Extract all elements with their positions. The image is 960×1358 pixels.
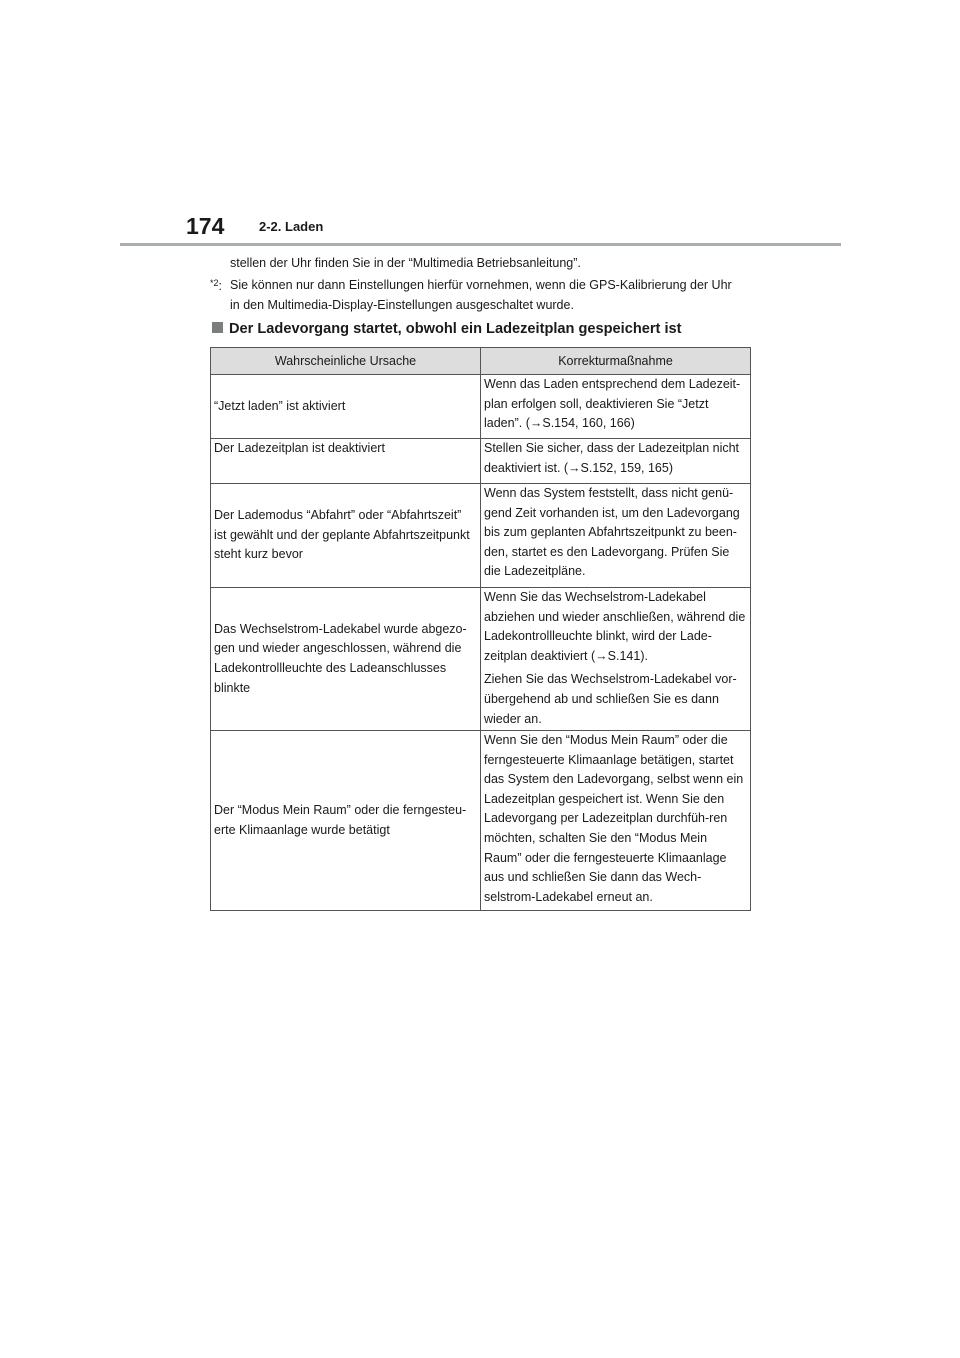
section-label: 2-2. Laden	[259, 219, 324, 234]
fix-text: Ziehen Sie das Wechselstrom-Ladekabel vor-übergehend ab und schließen Sie es dann wieder an.	[484, 672, 737, 726]
fix-text: Stellen Sie sicher, dass der Ladezeitplan nicht deaktiviert ist. (→S.152, 159, 165)	[484, 441, 740, 475]
fix-text: Wenn Sie den “Modus Mein Raum” oder die ferngesteuerte Klimaanlage betätigen, startet das System den Ladevorgang, selbst wenn ein Ladezeitplan gespeichert ist. Wenn Sie den Ladevorgang per Ladezeitplan durchfüh-ren möchten, schalten Sie den “Modus Mein Raum” oder die ferngesteuerte Klimaanlage aus und schließen Sie dann das Wech-selstrom-Ladekabel erneut an.	[484, 733, 744, 904]
fix-cell	[481, 731, 751, 911]
header-divider	[120, 243, 841, 246]
cause-cell: Das Wechselstrom-Ladekabel wurde abgezo-gen und wieder angeschlossen, während die Ladekontrollleuchte des Ladeanschlusses blinkte	[211, 588, 481, 731]
cause-cell: Der “Modus Mein Raum” oder die ferngesteu-erte Klimaanlage wurde betätigt	[211, 731, 481, 911]
footnote-2-colon: :	[218, 279, 222, 293]
footnote-2-marker	[210, 278, 222, 293]
page-number: 174	[186, 213, 225, 239]
fix-text: Wenn das Laden entsprechend dem Ladezeit-plan erfolgen soll, deaktivieren Sie “Jetzt laden”. (→S.154, 160, 166)	[484, 377, 741, 431]
table-row	[211, 588, 751, 731]
footnote-2-line-2: in den Multimedia-Display-Einstellungen ausgeschaltet wurde.	[230, 298, 574, 312]
column-header-cause: Wahrscheinliche Ursache	[211, 348, 481, 375]
footnote-continuation: stellen der Uhr finden Sie in der “Multimedia Betriebsanleitung”.	[230, 256, 581, 270]
table-row	[211, 439, 751, 484]
heading-square-bullet	[212, 322, 223, 333]
fix-text: Wenn das System feststellt, dass nicht genü-gend Zeit vorhanden ist, um den Ladevorgang bis zum geplanten Abfahrtszeitpunkt zu been-den, startet es den Ladevorgang. Prüfen Sie die Ladezeitpläne.	[484, 486, 740, 579]
footnote-2-number: *2	[210, 278, 219, 288]
fix-cell	[481, 375, 751, 439]
table-header-row	[211, 348, 751, 375]
troubleshooting-table	[210, 347, 751, 911]
table-row	[211, 731, 751, 911]
section-heading-text: Der Ladevorgang startet, obwohl ein Ladezeitplan gespeichert ist	[229, 321, 682, 337]
footnote-2-line-1: Sie können nur dann Einstellungen hierfür vornehmen, wenn die GPS-Kalibrierung der Uhr	[230, 278, 732, 292]
column-header-fix: Korrekturmaßnahme	[481, 348, 751, 375]
fix-cell	[481, 484, 751, 588]
table-row	[211, 375, 751, 439]
table-row	[211, 484, 751, 588]
fix-cell	[481, 588, 751, 731]
section-heading	[212, 321, 682, 337]
cause-cell: “Jetzt laden” ist aktiviert	[211, 375, 481, 439]
fix-text: Wenn Sie das Wechselstrom-Ladekabel abziehen und wieder anschließen, während die Ladekontrollleuchte blinkt, wird der Lade-zeitplan deaktiviert (→S.141).	[484, 590, 746, 663]
fix-cell	[481, 439, 751, 484]
cause-cell: Der Ladezeitplan ist deaktiviert	[211, 439, 481, 484]
cause-cell: Der Lademodus “Abfahrt” oder “Abfahrtszeit” ist gewählt und der geplante Abfahrtszeitpunkt steht kurz bevor	[211, 484, 481, 588]
